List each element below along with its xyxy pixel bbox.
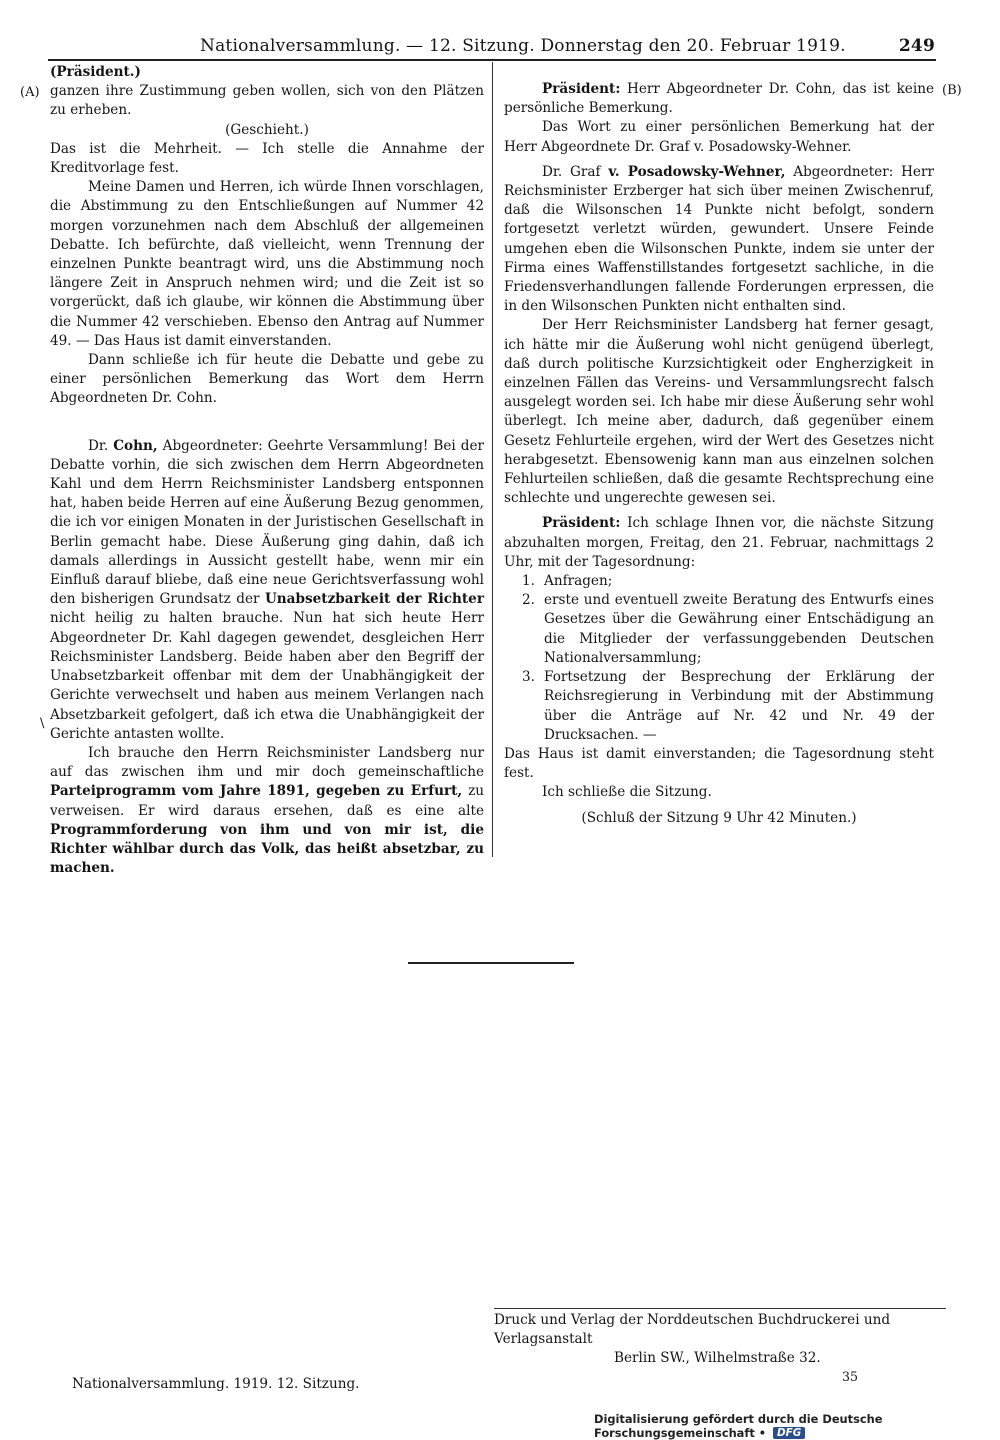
printer-imprint [494, 1311, 946, 1368]
agenda-text: Fortsetzung der Besprechung der Erklärung der Reichsregierung in Verbindung mit der Abstimmung über die Anträge auf Nr. 42 und Nr. 49 der Drucksachen. — [544, 669, 934, 743]
speaker-name: Präsident: [542, 81, 621, 97]
paragraph: Der Herr Reichsminister Landsberg hat ferner gesagt, ich hätte mir die Äußerung wohl nicht genügend überlegt, daß durch politische Kurzsichtigkeit oder Engherzigkeit in einzelnen Fällen das Vereins- und Versammlungsrecht falsch ausgelegt worden sei. Ich habe mir diese Äußerung sehr wohl überlegt. Ich meine aber, dadurch, daß gegenüber einem Gesetz Fehlurteile ergehen, wird der Wert des Gesetzes nicht herabgesetzt. Ebensowenig kann man aus einzelnen solchen Fehlurteilen schließen, daß die gesamte Rechtsprechung eine schlechte und ungerechte gewesen sei. [504, 317, 934, 507]
sheet-number: 35 [842, 1369, 859, 1384]
speaker-title: Dr. Graf [542, 163, 601, 180]
digitization-text: Digitalisierung gefördert durch die Deutsche Forschungsgemeinschaft • [594, 1412, 883, 1440]
speaker-name: Präsident: [542, 515, 621, 532]
imprint-line-1: Druck und Verlag der Norddeutschen Buchdruckerei und Verlagsanstalt [494, 1312, 891, 1347]
speech-text: zu verweisen. Er wird daraus ersehen, daß es eine alte [50, 783, 485, 819]
margin-marker-a: (A) [20, 85, 40, 100]
agenda-list [504, 572, 934, 745]
agenda-item [522, 572, 934, 591]
agenda-number: 3. [522, 669, 535, 686]
speech-text: Abgeordneter: Geehrte Versammlung! Bei der Debatte vorhin, die sich zwischen dem Herrn Abgeordneten Kahl und dem Herrn Reichsminister Landsberg entsponnen hat, haben beide Herren auf eine Äußerung Bezug genommen, die ich vor einigen Monaten in der Juristischen Gesellschaft in Berlin gemacht habe. Diese Äußerung ging dahin, daß ich damals allerdings in Aussicht gestellt habe, wenn mir ein Einfluß darauf bliebe, daß eine neue Gerichtsverfassung wohl den bisherigen Grundsatz der [50, 437, 484, 608]
speech-text: Herr Abgeordneter Dr. Cohn, das ist keine persönliche Bemerkung. [504, 81, 934, 117]
agenda-text: erste und eventuell zweite Beratung des Entwurfs eines Gesetzes über die Gewährung einer Entschädigung an die Mitglieder der verfassunggebenden Deutschen Nationalversammlung; [544, 592, 934, 666]
running-head-title: Nationalversammlung. — 12. Sitzung. Donnerstag den 20. Februar 1919. [200, 36, 846, 56]
paragraph: Das Wort zu einer persönlichen Bemerkung hat der Herr Abgeordnete Dr. Graf v. Posadowsky-Wehner. [504, 119, 934, 155]
emphasis-text: Parteiprogramm vom Jahre 1891, gegeben zu Erfurt, [50, 783, 463, 800]
speech-text: Abgeordneter: Herr Reichsminister Erzberger hat sich über meinen Zwischenruf, daß die Wilsonschen 14 Punkte nicht befolgt, sondern fortgesetzt verletzt würden, gewundert. Unsere Feinde umgehen eben die Wilsonschen Punkte, indem sie unter der Firma eines Waffenstillstandes fortgesetzt sachliche, in die Friedensverhandlungen fallende Forderungen erpressen, die in den Wilsonschen Punkten nicht enthalten sind. [504, 163, 934, 315]
speech-text: Ich brauche den Herrn Reichsminister Landsberg nur auf das zwischen ihm und mir doch gemeinschaftliche [50, 744, 484, 781]
page-number: 249 [898, 36, 935, 56]
agenda-item [522, 668, 934, 745]
stage-direction: (Geschieht.) [225, 121, 309, 138]
paragraph: Dann schließe ich für heute die Debatte und gebe zu einer persönlichen Bemerkung das Wort dem Herrn Abgeordneten Dr. Cohn. [50, 352, 484, 407]
speaker-title: Dr. [88, 437, 109, 454]
speaker-note: (Präsident.) [50, 64, 141, 80]
speaker-name: v. Posadowsky-Wehner, [608, 163, 786, 180]
emphasis-text: Programmforderung von ihm und von mir ist, die Richter wählbar durch das Volk, das heißt absetzbar, zu machen. [50, 821, 484, 877]
agenda-text: Anfragen; [544, 573, 613, 590]
dfg-logo: DFG [773, 1427, 805, 1439]
imprint-line-2: Berlin SW., Wilhelmstraße 32. [614, 1350, 821, 1366]
paragraph [50, 744, 484, 878]
closing-rule [408, 962, 574, 964]
speech-praesident-2 [504, 514, 934, 572]
footer-signature: Nationalversammlung. 1919. 12. Sitzung. [72, 1376, 360, 1392]
imprint-rule [494, 1308, 946, 1309]
right-column [504, 80, 934, 828]
digitization-note [594, 1412, 1000, 1440]
margin-marker-b: (B) [942, 83, 962, 98]
emphasis-text: Unabsetzbarkeit der Richter [264, 591, 484, 608]
paragraph: ganzen ihre Zustimmung geben wollen, sich von den Plätzen zu erheben. [50, 83, 484, 119]
speech-text: nicht heilig zu halten brauche. Nun hat sich heute Herr Abgeordneter Dr. Kahl dagegen gewendet, desgleichen Herr Reichsminister Landsberg. Beide haben aber den Begriff der Unabsetzbarkeit offenbar mit dem der Unabhängigkeit der Gerichte verwechselt und haben aus meinem Verlangen nach Absetzbarkeit gefolgert, daß ich etwa die Unabhängigkeit der Gerichte antasten wollte. [50, 610, 484, 742]
agenda-number: 2. [522, 592, 535, 609]
paragraph: Meine Damen und Herren, ich würde Ihnen vorschlagen, die Abstimmung zu den Entschließungen auf Nummer 42 morgen vorzunehmen nach dem Abschluß der allgemeinen Debatte. Ich befürchte, daß vielleicht, wenn Trennung der einzelnen Punkte beantragt wird, uns die Abstimmung noch längere Zeit in Anspruch nehmen wird; und die Zeit ist so vorgerückt, daß ich glaube, wir können die Abstimmung über die Nummer 42 verschieben. Ebenso den Antrag auf Nummer 49. — Das Haus ist damit einverstanden. [50, 179, 484, 349]
paragraph: Das ist die Mehrheit. — Ich stelle die Annahme der Kreditvorlage fest. [50, 140, 484, 177]
closing-note: (Schluß der Sitzung 9 Uhr 42 Minuten.) [581, 809, 857, 826]
speech-posadowsky [504, 163, 934, 317]
column-divider [492, 62, 493, 857]
margin-tick-mark: \ [40, 716, 45, 731]
agenda-number: 1. [522, 573, 535, 590]
left-column [50, 63, 484, 878]
running-head [200, 36, 935, 56]
speech-praesident-1 [504, 80, 934, 118]
paragraph: Das Haus ist damit einverstanden; die Tagesordnung steht fest. [504, 745, 934, 782]
header-rule [48, 59, 936, 61]
agenda-item [522, 591, 934, 668]
speaker-name: Cohn, [113, 437, 158, 454]
speech-text: Ich schlage Ihnen vor, die nächste Sitzung abzuhalten morgen, Freitag, den 21. Februar, nachmittags 2 Uhr, mit der Tagesordnung: [504, 515, 934, 570]
speech-cohn [50, 437, 484, 744]
paragraph: Ich schließe die Sitzung. [542, 784, 712, 801]
